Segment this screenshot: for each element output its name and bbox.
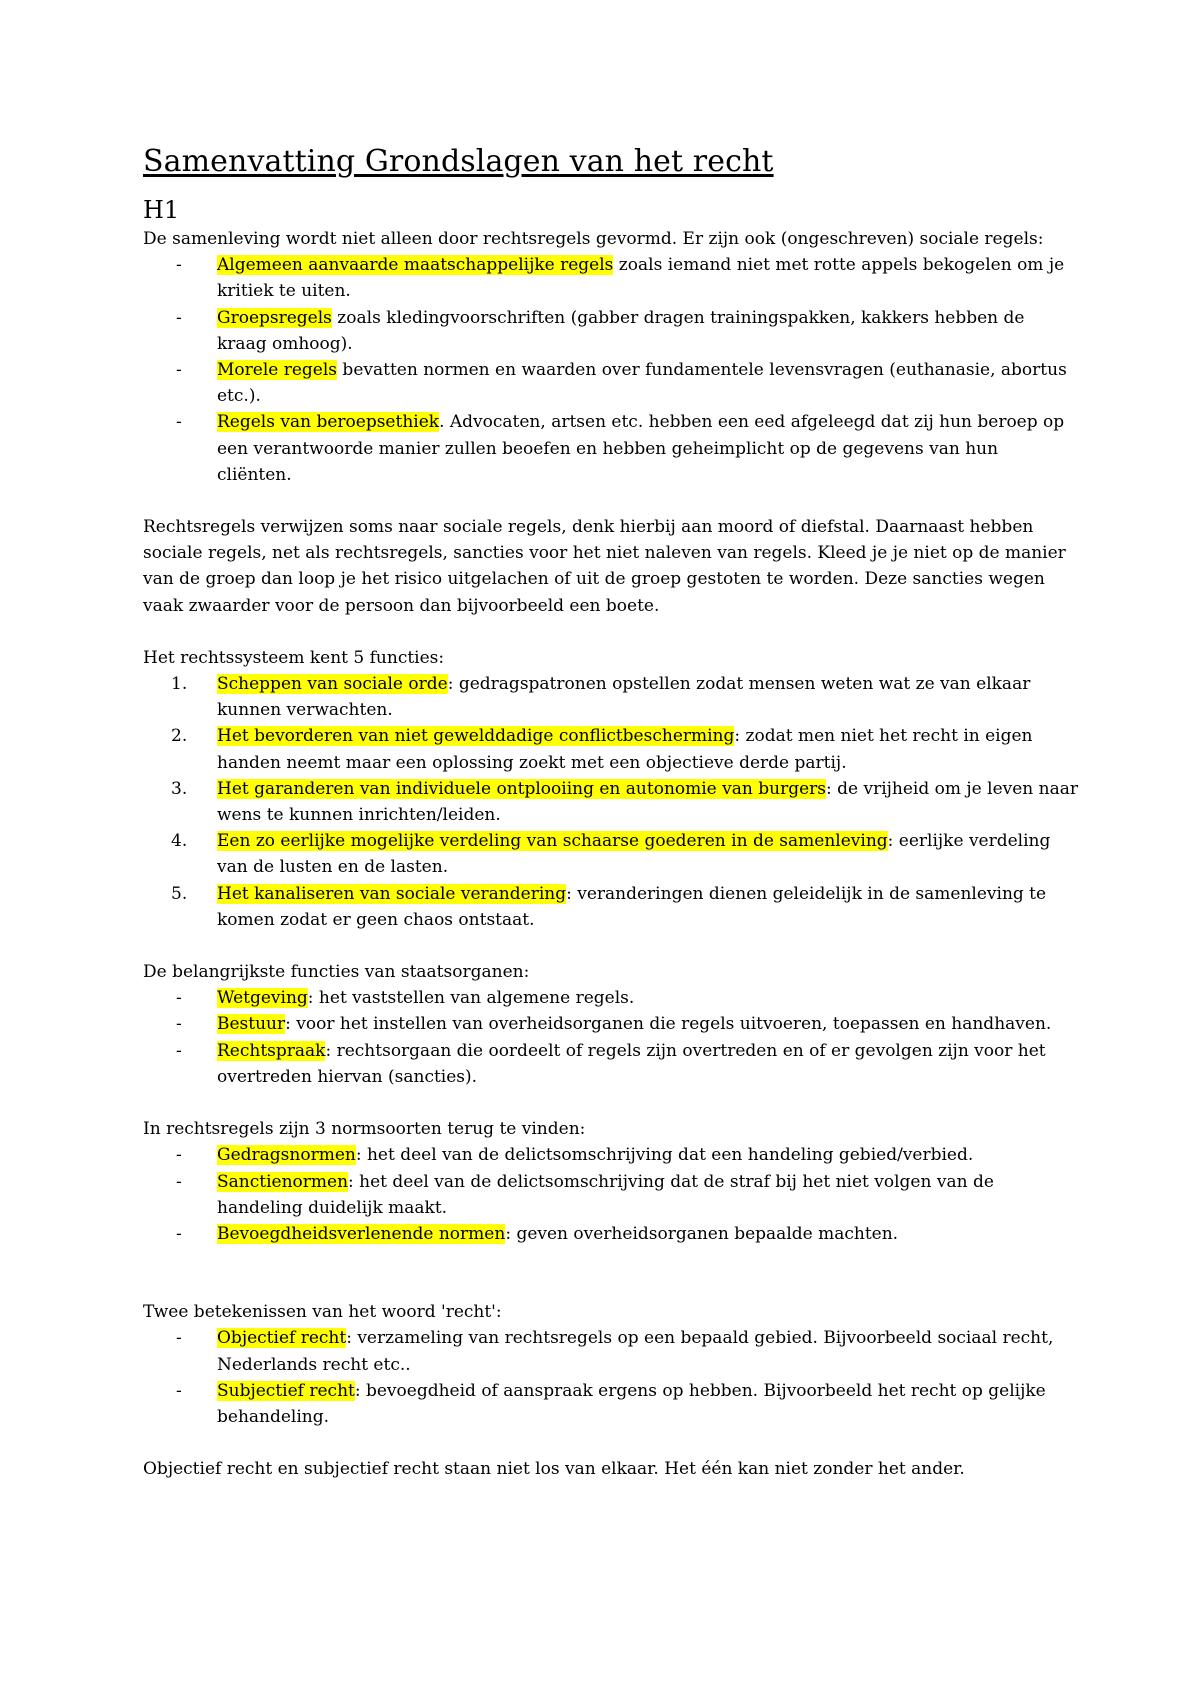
highlighted-term: Subjectief recht <box>217 1380 355 1401</box>
list-item <box>143 723 1078 775</box>
highlighted-term: Rechtspraak <box>217 1040 326 1061</box>
list-item <box>143 985 1078 1011</box>
item-text: : veranderingen dienen geleidelijk in de samenleving te komen zodat er geen chaos ontstaat. <box>217 883 1047 930</box>
item-text: : het vaststellen van algemene regels. <box>307 988 635 1009</box>
highlighted-term: Het bevorderen van niet gewelddadige conflictbescherming <box>217 726 735 747</box>
list-number: 4. <box>171 831 188 852</box>
closing-paragraph: Objectief recht en subjectief recht staan niet los van elkaar. Het één kan niet zonder het ander. <box>143 1459 965 1480</box>
item-text: : het deel van de delictsomschrijving dat een handeling gebied/verbied. <box>355 1145 974 1166</box>
list-item <box>143 828 1078 880</box>
spacer <box>143 1247 1078 1299</box>
item-text: : eerlijke verdeling van de lusten en de lasten. <box>217 831 1051 878</box>
item-text: zoals iemand niet met rotte appels bekogelen om je kritiek te uiten. <box>217 255 1065 302</box>
bullet-dash: - <box>176 307 182 328</box>
list-number: 3. <box>171 778 188 799</box>
norms-intro: In rechtsregels zijn 3 normsoorten terug te vinden: <box>143 1119 586 1140</box>
highlighted-term: Wetgeving <box>217 988 308 1009</box>
bullet-dash: - <box>176 988 182 1009</box>
spacer <box>143 619 1078 645</box>
list-item <box>143 1169 1078 1221</box>
list-item <box>143 409 1078 488</box>
item-text: : geven overheidsorganen bepaalde machten. <box>505 1223 899 1244</box>
list-number: 5. <box>171 883 188 904</box>
bullet-dash: - <box>176 412 182 433</box>
item-text: : voor het instellen van overheidsorganen die regels uitvoeren, toepassen en handhaven. <box>285 1014 1052 1035</box>
highlighted-term: Bevoegdheidsverlenende normen <box>217 1223 506 1244</box>
organs-intro: De belangrijkste functies van staatsorganen: <box>143 962 530 983</box>
list-item <box>143 1378 1078 1430</box>
intro-paragraph: De samenleving wordt niet alleen door rechtsregels gevormd. Er zijn ook (ongeschreven) sociale regels: <box>143 229 1044 249</box>
list-item <box>143 1011 1078 1037</box>
bullet-dash: - <box>176 360 182 381</box>
norms-list <box>143 1142 1078 1247</box>
item-text: . Advocaten, artsen etc. hebben een eed afgeleegd dat zij hun beroep op een verantwoorde manier zullen beoefen en hebben geheimplicht op de gegevens van hun cliënten. <box>217 412 1065 485</box>
item-text: : verzameling van rechtsregels op een bepaald gebied. Bijvoorbeeld sociaal recht, Nederlands recht etc.. <box>217 1328 1054 1375</box>
item-text: : de vrijheid om je leven naar wens te kunnen inrichten/leiden. <box>217 778 1079 826</box>
list-item <box>143 881 1078 933</box>
meanings-list <box>143 1325 1078 1430</box>
list-item <box>143 1325 1078 1377</box>
sanctions-paragraph: Rechtsregels verwijzen soms naar sociale regels, denk hierbij aan moord of diefstal. Daarnaast hebben sociale regels, net als rechtsregels, sancties voor het niet naleven van regels. Kleed je je niet op de manier van de groep dan loop je het risico uitgelachen of uit de groep gestoten te worden. Deze sancties wegen vaak zwaarder voor de persoon dan bijvoorbeeld een boete. <box>143 517 1066 616</box>
document-title: Samenvatting Grondslagen van het recht <box>143 144 774 179</box>
item-text: : rechtsorgaan die oordeelt of regels zijn overtreden en of er gevolgen zijn voor het overtreden hiervan (sancties). <box>217 1040 1046 1087</box>
bullet-dash: - <box>176 1380 182 1401</box>
organs-list <box>143 985 1078 1090</box>
highlighted-term: Het garanderen van individuele ontplooiing en autonomie van burgers <box>217 778 826 799</box>
spacer <box>143 1090 1078 1116</box>
item-text: zoals kledingvoorschriften (gabber dragen trainingspakken, kakkers hebben de kraag omhoog). <box>217 307 1025 354</box>
list-item <box>143 1221 1078 1247</box>
highlighted-term: Het kanaliseren van sociale verandering <box>217 883 567 904</box>
item-text: : bevoegdheid of aanspraak ergens op hebben. Bijvoorbeeld het recht op gelijke behandeling. <box>217 1380 1046 1427</box>
highlighted-term: Scheppen van sociale orde <box>217 674 448 695</box>
list-item <box>143 1142 1078 1168</box>
spacer <box>143 933 1078 959</box>
bullet-dash: - <box>176 1145 182 1166</box>
highlighted-term: Regels van beroepsethiek <box>217 412 440 433</box>
highlighted-term: Sanctienormen <box>217 1171 349 1192</box>
functions-intro: Het rechtssysteem kent 5 functies: <box>143 647 445 668</box>
bullet-dash: - <box>176 1328 182 1349</box>
meanings-intro: Twee betekenissen van het woord 'recht': <box>143 1302 502 1323</box>
highlighted-term: Gedragsnormen <box>217 1145 356 1166</box>
bullet-dash: - <box>176 1040 182 1061</box>
bullet-dash: - <box>176 1014 182 1035</box>
highlighted-term: Objectief recht <box>217 1328 347 1349</box>
list-item <box>143 671 1078 723</box>
spacer <box>143 488 1078 514</box>
highlighted-term: Groepsregels <box>217 307 332 328</box>
item-text: bevatten normen en waarden over fundamentele levensvragen (euthanasie, abortus etc.). <box>217 360 1067 407</box>
list-number: 2. <box>171 726 188 747</box>
item-text: : zodat men niet het recht in eigen handen neemt maar een oplossing zoekt met een objectieve derde partij. <box>217 726 1033 773</box>
bullet-dash: - <box>176 1171 182 1192</box>
functions-list <box>143 671 1078 933</box>
list-number: 1. <box>171 674 188 695</box>
list-item <box>143 357 1078 409</box>
list-item <box>143 1038 1078 1090</box>
spacer <box>143 1430 1078 1456</box>
highlighted-term: Een zo eerlijke mogelijke verdeling van schaarse goederen in de samenleving <box>217 831 888 852</box>
item-text: : gedragspatronen opstellen zodat mensen weten wat ze van elkaar kunnen verwachten. <box>217 674 1031 721</box>
list-item <box>143 776 1078 828</box>
list-item <box>143 252 1078 304</box>
bullet-dash: - <box>176 255 182 276</box>
chapter-heading: H1 <box>143 196 180 224</box>
item-text: : het deel van de delictsomschrijving dat de straf bij het niet volgen van de handeling duidelijk maakt. <box>217 1171 994 1218</box>
highlighted-term: Bestuur <box>217 1014 286 1035</box>
list-item <box>143 305 1078 357</box>
highlighted-term: Algemeen aanvaarde maatschappelijke regels <box>217 255 614 276</box>
document-body <box>143 142 1078 1482</box>
bullet-dash: - <box>176 1223 182 1244</box>
social-rules-list <box>143 252 1078 488</box>
highlighted-term: Morele regels <box>217 360 338 381</box>
